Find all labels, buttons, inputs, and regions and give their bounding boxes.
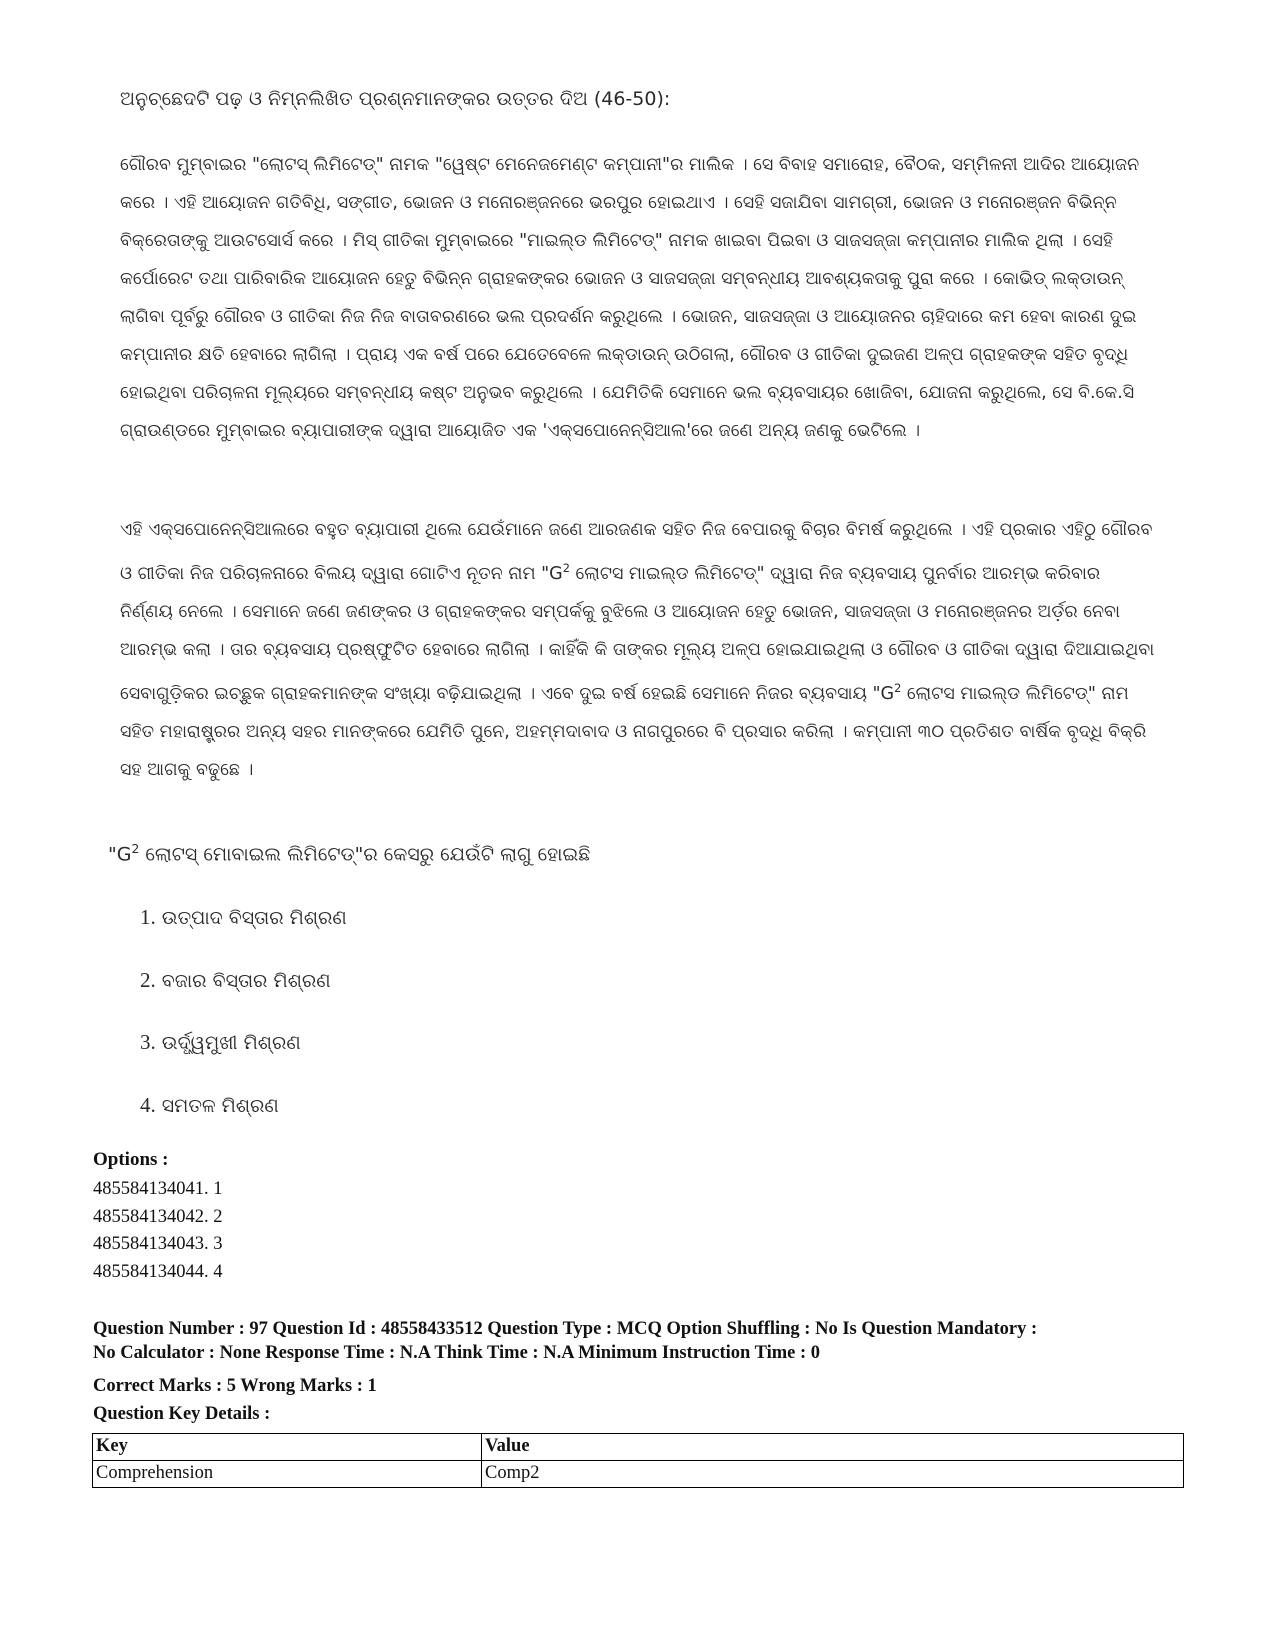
table-header-value: Value (482, 1434, 1184, 1461)
table-cell-key: Comprehension (93, 1461, 482, 1488)
passage-paragraph-2-part-1: ଏହି ଏକ୍ସପୋନେନ୍‌ସିଆଲରେ ବହୁତ ବ୍ୟାପାରୀ ଥିଲେ ଯେଉଁମାନେ ଜଣେ ଆରଜଣକ ସହିତ ନିଜ ବେପାରକୁ ବିଚାର ବିମର୍ଷ କରୁଥିଲେ । ଏହି ପ୍ରକାର ଏହିଠୁ ଗୌରବ ଓ ଗୀତିକା ନିଜ ପରିଚାଳନାରେ ବିଲୟ ଦ୍ୱାରା ଗୋଟିଏ ନୂତନ ନାମ "G (120, 520, 1153, 584)
question-meta-line-1: Question Number : 97 Question Id : 48558433512 Question Type : MCQ Option Shuffling : No Is Question Mandatory : (93, 1319, 1038, 1339)
passage-paragraph-2-part-3: ଲୋଟସ ମାଇଲ୍ଡ ଲିମିଟେଡ୍" ନାମ ସହିତ ମହାରାଷ୍ଟ୍ରର ଅନ୍ୟ ସହର ମାନଙ୍କରେ ଯେମିତି ପୁନେ, ଅହମ୍ମଦାବାଦ ଓ ନାଗପୁରରେ ବି ପ୍ରସାର କରିଲା । କମ୍ପାନୀ ୩୦ ପ୍ରତିଶତ ବାର୍ଷିକ ବୃଦ୍ଧି ବିକ୍ରି ସହ ଆଗକୁ ବଢୁଛେ । (120, 683, 1147, 780)
option-item: 485584134044. 4 (93, 1261, 223, 1282)
choice-number: 3. (140, 1030, 156, 1054)
choice-text: ସମତଳ ମିଶ୍ରଣ (161, 1095, 279, 1117)
marks-info: Correct Marks : 5 Wrong Marks : 1 (93, 1376, 377, 1396)
choice-4 (140, 1093, 279, 1118)
passage-instruction: ଅନୁଚ୍ଛେଦଟି ପଢ଼ ଓ ନିମ୍ନଲିଖିତ ପ୍ରଶ୍ନମାନଙ୍କର ଉତ୍ତର ଦିଅ (46-50): (120, 88, 671, 110)
choice-number: 4. (140, 1093, 156, 1117)
superscript-2: 2 (894, 680, 902, 695)
table-header-key: Key (93, 1434, 482, 1461)
question-stem-part-2: ଲୋଟସ୍ ମୋବାଇଲ ଲିମିଟେଡ୍"ର କେସରୁ ଯେଉଁଟି ଲାଗୁ ହୋଇଛି (139, 843, 591, 866)
superscript-2: 2 (562, 561, 570, 575)
superscript-2: 2 (131, 842, 140, 856)
table-row (93, 1461, 1184, 1488)
question-stem (108, 842, 590, 865)
options-heading: Options : (93, 1149, 169, 1170)
option-item: 485584134042. 2 (93, 1206, 223, 1227)
choice-number: 2. (140, 968, 156, 992)
options-list (93, 1176, 223, 1286)
choice-1 (140, 905, 347, 930)
question-stem-part-1: "G (108, 843, 132, 866)
choice-text: ଉତ୍ପାଦ ବିସ୍ତାର ମିଶ୍ରଣ (161, 907, 347, 929)
passage-paragraph-2 (120, 511, 1155, 789)
choice-3 (140, 1030, 301, 1055)
choice-2 (140, 968, 331, 993)
passage-paragraph-1: ଗୌରବ ମୁମ୍ବାଇର "ଲୋଟସ୍ ଲିମିଟେଡ୍" ନାମକ "ୱେଷ୍ଟ ମେନେଜମେଣ୍ଟ କମ୍ପାନୀ"ର ମାଲିକ । ସେ ବିବାହ ସମାରୋହ, ବୈଠକ, ସମ୍ମିଳନୀ ଆଦିର ଆୟୋଜନ କରେ । ଏହି ଆୟୋଜନ ଗତିବିଧି, ସଙ୍ଗୀତ, ଭୋଜନ ଓ ମନୋରଞ୍ଜନରେ ଭରପୁର ହୋଇଥାଏ । ସେହି ସଜାଯିବା ସାମଗ୍ରୀ, ଭୋଜନ ଓ ମନୋରଞ୍ଜନ ବିଭିନ୍ନ ବିକ୍ରେତାଙ୍କୁ ଆଉଟସୋର୍ସ କରେ । ମିସ୍ ଗୀତିକା ମୁମ୍ବାଇରେ "ମାଇଲ୍ଡ ଲିମିଟେଡ୍" ନାମକ ଖାଇବା ପିଇବା ଓ ସାଜସଜ୍ଜା କମ୍ପାନୀର ମାଲିକ ଥିଲା । ସେହି କର୍ପୋରେଟ ତଥା ପାରିବାରିକ ଆୟୋଜନ ହେତୁ ବିଭିନ୍ନ ଗ୍ରାହକଙ୍କର ଭୋଜନ ଓ ସାଜସଜ୍ଜା ସମ୍ବନ୍ଧୀୟ ଆବଶ୍ୟକତାକୁ ପୁରା କରେ । କୋଭିଡ୍ ଲକ୍‌ଡାଉନ୍ ଲାଗିବା ପୂର୍ବରୁ ଗୌରବ ଓ ଗୀତିକା ନିଜ ନିଜ ବାତାବରଣରେ ଭଲ ପ୍ରଦର୍ଶନ କରୁଥିଲେ । ଭୋଜନ, ସାଜସଜ୍ଜା ଓ ଆୟୋଜନର ଚାହିଦାରେ କମ ହେବା କାରଣ ଦୁଇ କମ୍ପାନୀର କ୍ଷତି ହେବାରେ ଲାଗିଲା । ପ୍ରାୟ ଏକ ବର୍ଷ ପରେ ଯେତେବେଳେ ଲକ୍‌ଡାଉନ୍ ଉଠିଗଲା, ଗୌରବ ଓ ଗୀତିକା ଦୁଇଜଣ ଅଳ୍ପ ଗ୍ରାହକଙ୍କ ସହିତ ବୃଦ୍ଧି ହୋଇଥିବା ପରିଚାଳନା ମୂଲ୍ୟରେ ସମ୍ବନ୍ଧୀୟ କଷ୍ଟ ଅନୁଭବ କରୁଥିଲେ । ଯେମିତିକି ସେମାନେ ଭଲ ବ୍ୟବସାୟର ଖୋଜିବା, ଯୋଜନା କରୁଥିଲେ, ସେ ବି.କେ.ସି ଗ୍ରାଉଣ୍ଡରେ ମୁମ୍ବାଇର ବ୍ୟାପାରୀଙ୍କ ଦ୍ୱାରା ଆୟୋଜିତ ଏକ 'ଏକ୍ସପୋନେନ୍‌ସିଆଲ'ରେ ଜଣେ ଅନ୍ୟ ଜଣକୁ ଭେଟିଲେ । (120, 155, 1140, 441)
option-item: 485584134043. 3 (93, 1234, 223, 1255)
option-item: 485584134041. 1 (93, 1179, 223, 1199)
choice-number: 1. (140, 905, 156, 929)
passage-paragraph-2-part-2: ଲୋଟସ ମାଇଲ୍ଡ ଲିମିଟେଡ୍" ଦ୍ୱାରା ନିଜ ବ୍ୟବସାୟ ପୁନର୍ବାର ଆରମ୍ଭ କରିବାର ନିର୍ଣ୍ଣୟ ନେଲେ । ସେମାନେ ଜଣେ ଜଣଙ୍କର ଓ ଗ୍ରାହକଙ୍କର ସମ୍ପର୍କକୁ ବୁଝିଲେ ଓ ଆୟୋଜନ ହେତୁ ଭୋଜନ, ସାଜସଜ୍ଜା ଓ ମନୋରଞ୍ଜନର ଅର୍ଡ଼ର ନେବା ଆରମ୍ଭ କଲା । ତାର ବ୍ୟବସାୟ ପ୍ରଷ୍ଫୁଟିତ ହେବାରେ ଲାଗିଲା । କାହିଁକି କି ତାଙ୍କର ମୂଲ୍ୟ ଅଳ୍ପ ହୋଇଯାଇଥିଲା ଓ ଗୌରବ ଓ ଗୀତିକା ଦ୍ୱାରା ଦିଆଯାଇଥିବା ସେବାଗୁଡ଼ିକର ଇଚ୍ଛୁକ ଗ୍ରାହକମାନଙ୍କ ସଂଖ୍ୟା ବଢ଼ିଯାଇଥିଲା । ଏବେ ଦୁଇ ବର୍ଷ ହେଇଛି ସେମାନେ ନିଜର ବ୍ୟବସାୟ "G (120, 563, 1155, 704)
choice-text: ଉର୍ଦ୍ଧ୍ୱମୁଖୀ ମିଶ୍ରଣ (161, 1032, 301, 1054)
question-meta-line-2: No Calculator : None Response Time : N.A Think Time : N.A Minimum Instruction Time : 0 (93, 1342, 821, 1363)
table-header-row (93, 1434, 1184, 1461)
key-details-label: Question Key Details : (93, 1404, 271, 1424)
key-details-table (92, 1433, 1184, 1488)
question-image (100, 82, 1180, 1152)
question-meta (93, 1318, 1193, 1365)
table-cell-value: Comp2 (482, 1461, 1184, 1488)
choice-text: ବଜାର ବିସ୍ତାର ମିଶ୍ରଣ (161, 970, 331, 992)
